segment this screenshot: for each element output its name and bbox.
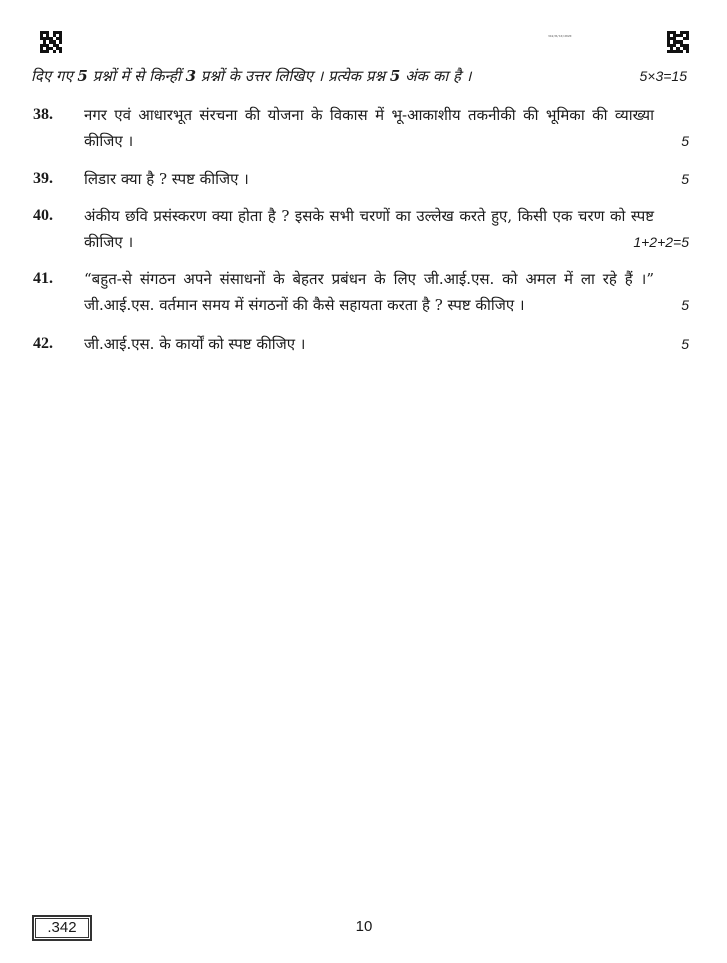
section-instructions <box>31 66 691 86</box>
instr-n-marks: 5 <box>389 67 401 85</box>
question-marks: 1+2+2=5 <box>633 234 689 250</box>
question-42 <box>33 331 689 357</box>
instr-part2: प्रश्नों में से किन्हीं <box>87 67 186 85</box>
page-number: 10 <box>355 918 373 935</box>
total-marks-formula: 5×3=15 <box>639 68 687 84</box>
question-41 <box>33 266 689 318</box>
instr-part4: अंक का है । <box>400 67 472 85</box>
paper-code: .342 <box>47 919 77 936</box>
question-marks: 5 <box>681 171 689 187</box>
question-marks: 5 <box>681 336 689 352</box>
qr-code-icon <box>667 31 689 53</box>
question-number: 40. <box>33 207 53 224</box>
instr-n-given: 5 <box>77 67 88 85</box>
paper-code-box <box>32 915 92 941</box>
instr-part3: प्रश्नों के उत्तर लिखिए । प्रत्येक प्रश्न <box>196 67 390 85</box>
question-40 <box>33 203 689 255</box>
question-marks: 5 <box>681 133 689 149</box>
tiny-code-text: 342/B/10/2020 <box>548 35 572 38</box>
tiny-print-code <box>548 35 660 38</box>
question-number: 41. <box>33 270 53 287</box>
question-number: 39. <box>33 170 53 187</box>
question-text: “बहुत-से संगठन अपने संसाधनों के बेहतर प्रबंधन के लिए जी.आई.एस. को अमल में ला रहे हैं ।” जी.आई.एस. वर्तमान समय में संगठनों की कैसे सहायता करता है ? स्पष्ट कीजिए । <box>84 270 654 314</box>
instructions-text <box>31 66 471 86</box>
question-text: अंकीय छवि प्रसंस्करण क्या होता है ? इसके सभी चरणों का उल्लेख करते हुए, किसी एक चरण को स्पष्ट कीजिए । <box>84 207 654 251</box>
question-38 <box>33 102 689 154</box>
question-number: 38. <box>33 106 53 123</box>
qr-code-icon <box>40 31 62 53</box>
question-number: 42. <box>33 335 53 352</box>
question-text: नगर एवं आधारभूत संरचना की योजना के विकास में भू-आकाशीय तकनीकी की भूमिका की व्याख्या कीजिए । <box>84 106 654 150</box>
question-39 <box>33 166 689 192</box>
question-marks: 5 <box>681 297 689 313</box>
question-text: जी.आई.एस. के कार्यों को स्पष्ट कीजिए । <box>84 335 306 353</box>
question-text: लिडार क्या है ? स्पष्ट कीजिए । <box>84 170 249 188</box>
instr-part1: दिए गए <box>31 67 78 85</box>
instr-n-attempt: 3 <box>185 67 197 85</box>
